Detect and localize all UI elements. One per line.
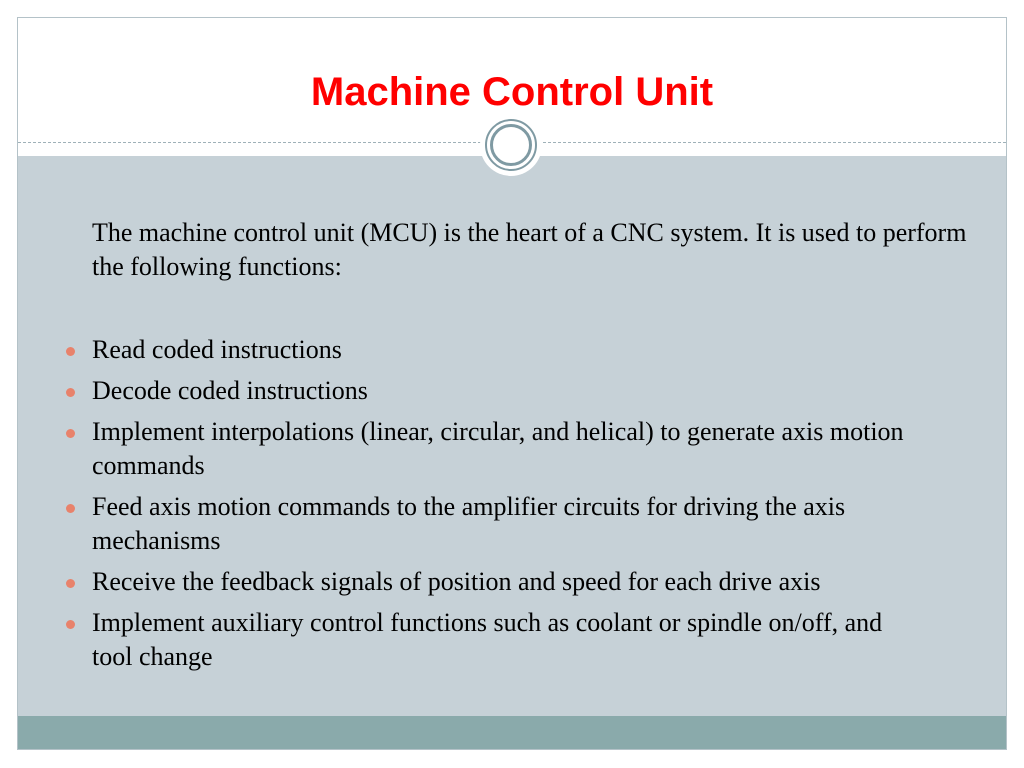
- circle-ornament-inner: [490, 124, 532, 166]
- bullet-text: Implement interpolations (linear, circular, and helical) to generate axis motion commands: [92, 417, 904, 480]
- list-item: [0, 374, 912, 408]
- footer-bar: [18, 716, 1006, 749]
- list-item: [0, 606, 912, 674]
- bullet-text: Implement auxiliary control functions such as coolant or spindle on/off, and tool change: [92, 608, 883, 671]
- bullet-text: Decode coded instructions: [92, 376, 368, 405]
- bullet-dot-icon: [66, 388, 75, 397]
- list-item: [0, 333, 912, 367]
- bullet-text: Receive the feedback signals of position and speed for each drive axis: [92, 567, 821, 596]
- bullet-dot-icon: [66, 429, 75, 438]
- bullet-dot-icon: [66, 347, 75, 356]
- bullet-dot-icon: [66, 504, 75, 513]
- list-item: [0, 415, 912, 483]
- bullet-text: Read coded instructions: [92, 335, 342, 364]
- bullet-dot-icon: [66, 620, 75, 629]
- list-item: [0, 490, 912, 558]
- bullet-text: Feed axis motion commands to the amplifier circuits for driving the axis mechanisms: [92, 492, 846, 555]
- bullet-list: [0, 333, 1024, 681]
- list-item: [0, 565, 912, 599]
- slide-title: Machine Control Unit: [310, 70, 714, 114]
- intro-paragraph: The machine control unit (MCU) is the heart of a CNC system. It is used to perform the following functions:: [92, 218, 967, 281]
- bullet-dot-icon: [66, 579, 75, 588]
